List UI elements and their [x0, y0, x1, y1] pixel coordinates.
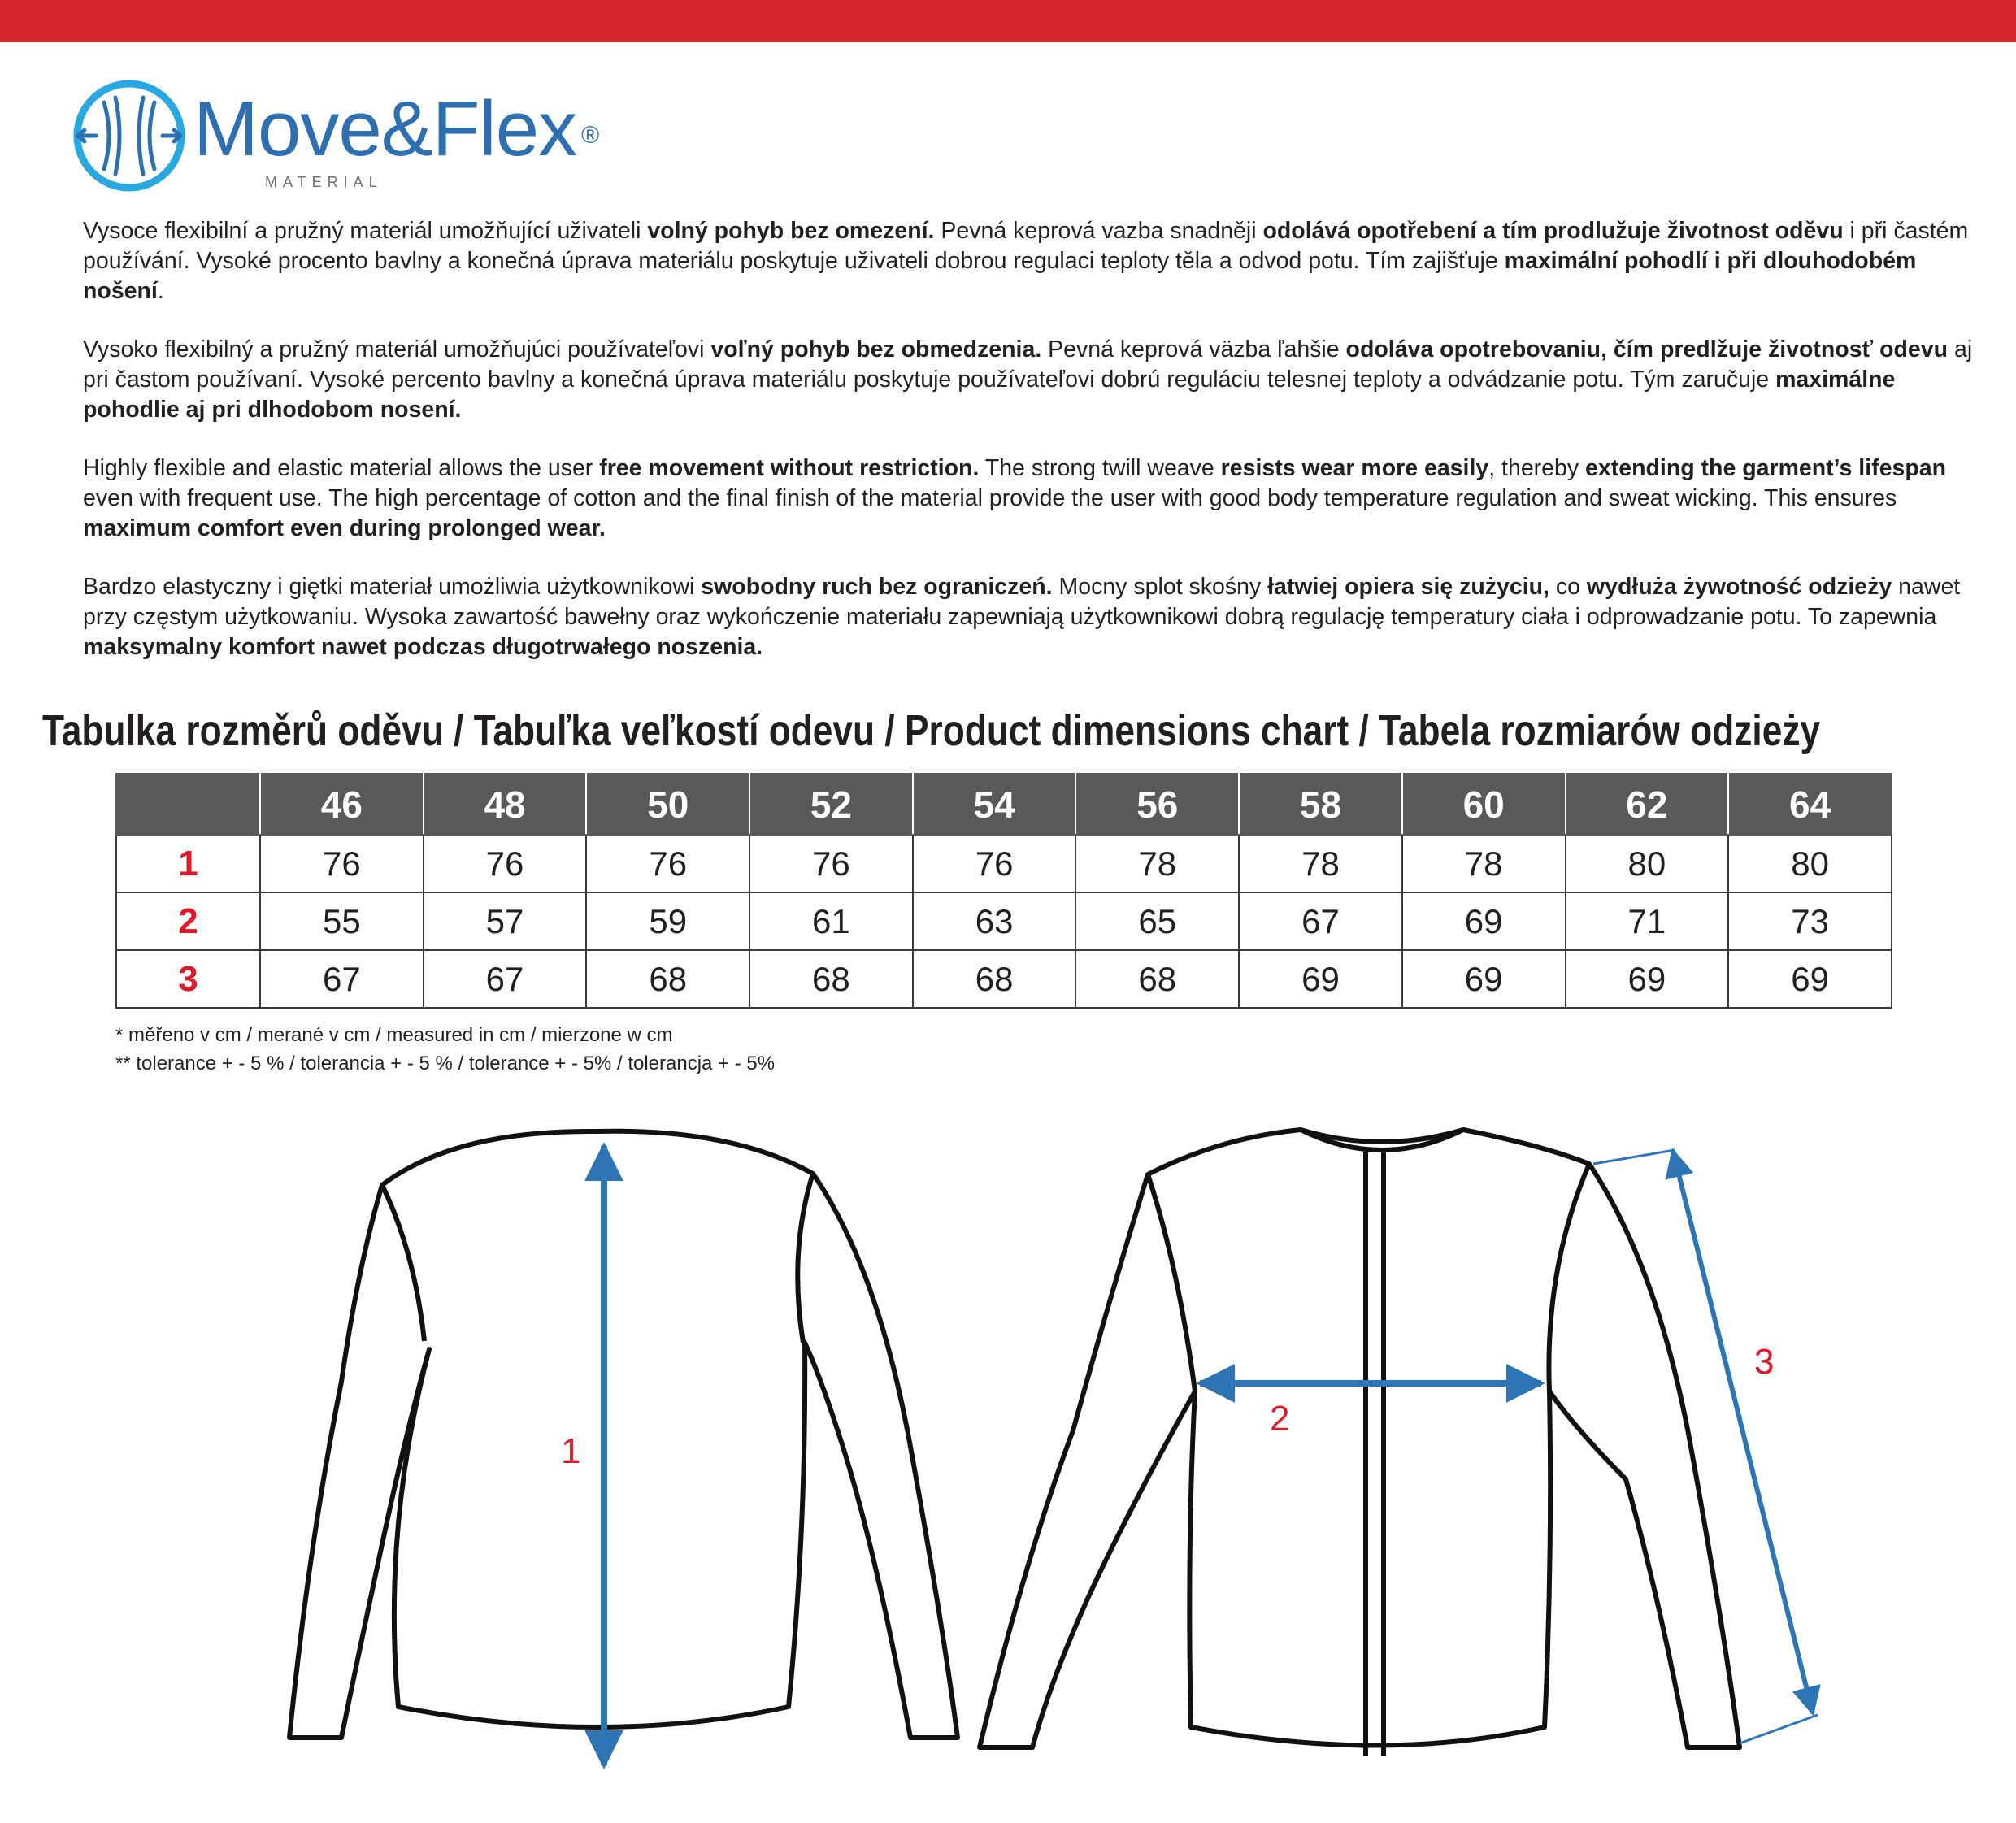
table-cell: 55: [260, 892, 424, 950]
brand-wordmark: [193, 85, 598, 174]
body-text: Pevná keprová väzba ľahšie: [1041, 336, 1346, 362]
table-cell: 67: [424, 950, 587, 1008]
table-cell: 67: [260, 950, 424, 1008]
material-description: [83, 216, 1977, 691]
table-cell: 68: [913, 950, 1076, 1008]
row-label: 3: [116, 950, 260, 1008]
body-text: Vysoce flexibilní a pružný materiál umožňující uživateli: [83, 218, 648, 244]
size-header-cell: 62: [1566, 774, 1729, 835]
sleeve-dimension-tick: [1593, 1150, 1675, 1164]
emphasis-text: odolává opotřebení a tím prodlužuje životnost oděvu: [1262, 218, 1844, 244]
size-header-cell: 58: [1239, 774, 1402, 835]
brand-name: Move&Flex: [193, 85, 577, 172]
body-text: nawet przy częstym użytkowaniu. Wysoka zawartość bawełny oraz wykończenie materiału zapewniają użytkownikowi dobrą regulację temperatury ciała i odprowadzanie potu. To zapewnia: [83, 574, 1961, 630]
table-cell: 69: [1239, 950, 1402, 1008]
measure-label-3: 3: [1754, 1342, 1775, 1382]
table-cell: 76: [260, 835, 424, 892]
sleeve-dimension-tick: [1740, 1715, 1818, 1743]
size-header-cell: 56: [1075, 774, 1239, 835]
body-text: The strong twill weave: [979, 455, 1221, 481]
size-header-cell: 64: [1728, 774, 1892, 835]
size-table: [115, 773, 1892, 1009]
description-paragraph-en: [83, 454, 1977, 544]
body-text: i při častém používání. Vysoké procento bavlny a konečná úprava materiálu poskytuje uživateli dobrou regulaci teploty těla a odvod potu. Tím zajišťuje: [83, 218, 1969, 274]
body-text: Bardzo elastyczny i giętki materiał umożliwia użytkownikowi: [83, 574, 702, 600]
size-header-cell: 50: [586, 774, 749, 835]
row-label: 1: [116, 835, 260, 892]
size-header-cell: 60: [1402, 774, 1566, 835]
table-cell: 69: [1402, 950, 1566, 1008]
size-header-row: [116, 774, 1892, 835]
table-cell: 65: [1075, 892, 1239, 950]
table-cell: 69: [1566, 950, 1729, 1008]
measured-note: * měřeno v cm / merané v cm / measured in cm / mierzone w cm: [115, 1024, 673, 1046]
jacket-front-outline: [980, 1130, 1740, 1756]
emphasis-text: maksymalny komfort nawet podczas długotrwałego noszenia.: [83, 634, 763, 660]
top-brand-bar: [0, 0, 2016, 42]
jacket-back-outline: [289, 1131, 958, 1738]
table-cell: 76: [749, 835, 913, 892]
emphasis-text: voľný pohyb bez obmedzenia.: [710, 336, 1042, 362]
body-text: Mocny splot skośny: [1052, 574, 1268, 600]
emphasis-text: extending the garment’s lifespan: [1585, 455, 1946, 481]
tolerance-note: ** tolerance + - 5 % / tolerancia + - 5 % / tolerance + - 5% / tolerancja + - 5%: [115, 1053, 776, 1074]
table-cell: 76: [424, 835, 587, 892]
body-text: Vysoko flexibilný a pružný materiál umožňujúci používateľovi: [83, 336, 711, 362]
garment-measurement-illustration: [0, 1105, 2016, 1823]
emphasis-text: maximální pohodlí i při dlouhodobém nošení: [83, 248, 1917, 304]
row-label: 2: [116, 892, 260, 950]
size-header-cell: 46: [260, 774, 424, 835]
emphasis-text: łatwiej opiera się zużyciu,: [1267, 574, 1549, 600]
size-header-cell: 54: [913, 774, 1076, 835]
emphasis-text: resists wear more easily: [1220, 455, 1489, 481]
emphasis-text: volný pohyb bez omezení.: [647, 218, 935, 244]
table-cell: 80: [1728, 835, 1892, 892]
sleeve-measure-arrow: [1673, 1151, 1813, 1713]
emphasis-text: wydłuża żywotność odzieży: [1586, 574, 1892, 600]
table-cell: 68: [749, 950, 913, 1008]
body-text: aj pri častom používaní. Vysoké percento bavlny a konečná úprava materiálu poskytuje používateľovi dobrú reguláciu telesnej teploty a odvádzanie potu. Tým zaručuje: [83, 336, 1973, 393]
description-paragraph-cs: [83, 216, 1977, 306]
table-cell: 78: [1402, 835, 1566, 892]
measure-label-2: 2: [1270, 1399, 1290, 1439]
emphasis-text: maximum comfort even during prolonged wear.: [83, 515, 606, 541]
description-paragraph-sk: [83, 335, 1977, 425]
emphasis-text: odoláva opotrebovaniu, čím predlžuje životnosť odevu: [1345, 336, 1949, 362]
size-chart-title: Tabulka rozměrů oděvu / Tabuľka veľkostí odevu / Product dimensions chart / Tabela rozmiarów odzieży: [42, 706, 1821, 755]
move-flex-logo-icon: [72, 78, 187, 193]
table-cell: 57: [424, 892, 587, 950]
table-cell: 68: [586, 950, 749, 1008]
table-cell: 71: [1566, 892, 1729, 950]
body-text: .: [157, 278, 164, 304]
table-cell: 80: [1566, 835, 1729, 892]
table-cell: 73: [1728, 892, 1892, 950]
emphasis-text: swobodny ruch bez ograniczeń.: [701, 574, 1053, 600]
table-cell: 63: [913, 892, 1076, 950]
table-row: [116, 835, 1892, 892]
body-text: even with frequent use. The high percentage of cotton and the final finish of the material provide the user with good body temperature regulation and sweat wicking. This ensures: [83, 485, 1897, 511]
description-paragraph-pl: [83, 572, 1977, 662]
body-text: co: [1549, 574, 1587, 600]
table-cell: 78: [1239, 835, 1402, 892]
measure-label-1: 1: [561, 1431, 581, 1471]
table-cell: 59: [586, 892, 749, 950]
table-row: [116, 892, 1892, 950]
emphasis-text: free movement without restriction.: [599, 455, 980, 481]
body-text: Pevná keprová vazba snadněji: [934, 218, 1263, 244]
table-cell: 69: [1728, 950, 1892, 1008]
body-text: Highly flexible and elastic material allows the user: [83, 455, 600, 481]
table-row: [116, 950, 1892, 1008]
size-header-cell: 48: [424, 774, 587, 835]
measurement-notes: [115, 1021, 775, 1078]
table-cell: 67: [1239, 892, 1402, 950]
table-cell: 78: [1075, 835, 1239, 892]
brand-logo: [72, 78, 657, 200]
table-cell: 68: [1075, 950, 1239, 1008]
size-header-cell: 52: [749, 774, 913, 835]
table-cell: 76: [913, 835, 1076, 892]
table-cell: 69: [1402, 892, 1566, 950]
table-cell: 61: [749, 892, 913, 950]
table-cell: 76: [586, 835, 749, 892]
registered-mark: ®: [581, 122, 599, 149]
header-corner-cell: [116, 774, 260, 835]
body-text: , thereby: [1488, 455, 1586, 481]
brand-subtitle: MATERIAL: [265, 174, 383, 190]
emphasis-text: maximálne pohodlie aj pri dlhodobom nosení.: [83, 367, 1896, 423]
